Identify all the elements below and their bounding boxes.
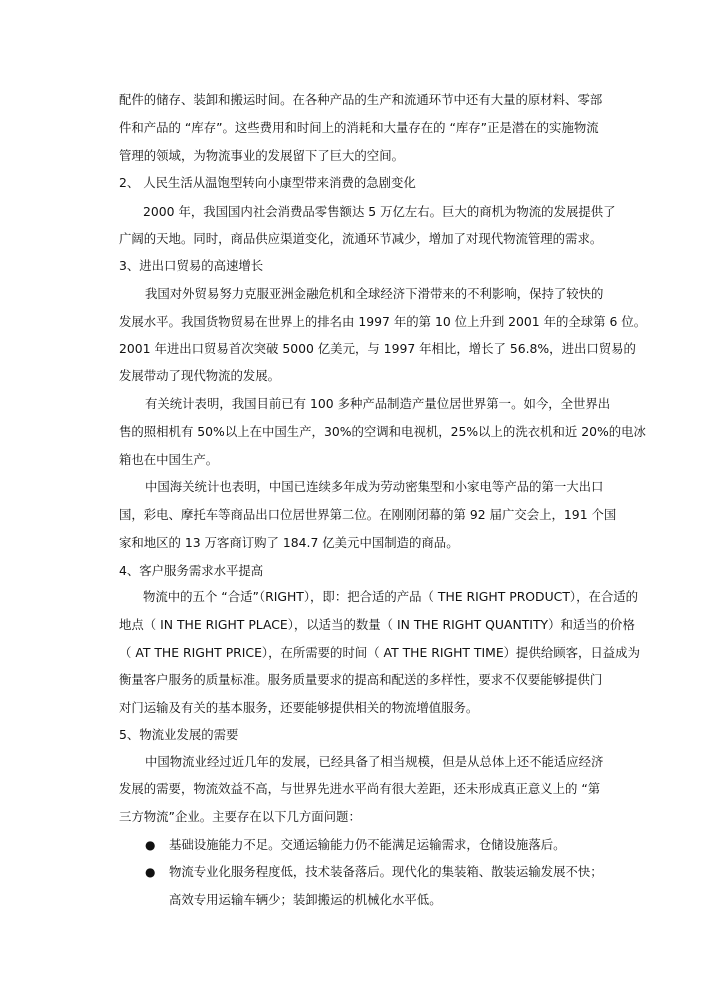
text-line: 2000 年，我国国内社会消费品零售额达 5 万亿左右。巨大的商机为物流的发展提供了	[143, 204, 616, 219]
text-line: 广阔的天地。同时，商品供应渠道变化，流通环节减少，增加了对现代物流管理的需求。	[119, 231, 603, 246]
bullet-item-continuation: 高效专用运输车辆少；装卸搬运的机械化水平低。	[169, 892, 442, 907]
text-line: 地点（ IN THE RIGHT PLACE），以适当的数量（ IN THE RIGHT QUANTITY）和适当的价格	[119, 617, 635, 632]
text-line: 物流中的五个 “合适”（RIGHT），即：把合适的产品（ THE RIGHT PRODUCT），在合适的	[143, 589, 639, 604]
bullet-icon: ●	[145, 838, 156, 852]
bullet-item: 物流专业化服务程度低，技术装备落后。现代化的集装箱、散装运输发展不快；	[169, 864, 603, 879]
section-heading-3: 3、进出口贸易的高速增长	[119, 258, 264, 273]
section-heading-5: 5、物流业发展的需要	[119, 727, 239, 742]
section-heading-4: 4、客户服务需求水平提高	[119, 563, 264, 578]
text-line: 我国对外贸易努力克服亚洲金融危机和全球经济下滑带来的不利影响，保持了较快的	[145, 286, 604, 301]
text-line: 有关统计表明，我国目前已有 100 多种产品制造产量位居世界第一。如今，全世界出	[145, 396, 611, 411]
text-line: 件和产品的 “库存”。这些费用和时间上的消耗和大量存在的 “库存”正是潜在的实施物流	[119, 120, 599, 135]
text-line: 衡量客户服务的质量标准。服务质量要求的提高和配送的多样性，要求不仅要能够提供门	[119, 672, 603, 687]
text-line: 国，彩电、摩托车等商品出口位居世界第二位。在刚刚闭幕的第 92 届广交会上，191 个国	[119, 507, 617, 522]
bullet-item: 基础设施能力不足。交通运输能力仍不能满足运输需求，仓储设施落后。	[169, 837, 566, 852]
text-line: 发展带动了现代物流的发展。	[119, 368, 281, 383]
text-line: 中国物流业经过近几年的发展，已经具备了相当规模，但是从总体上还不能适应经济	[145, 754, 604, 769]
text-line: 售的照相机有 50%以上在中国生产，30%的空调和电视机，25%以上的洗衣机和近 20%的电冰	[119, 424, 646, 439]
text-line: 三方物流”企业。主要存在以下几方面问题：	[119, 809, 361, 824]
section-heading-2: 2、 人民生活从温饱型转向小康型带来消费的急剧变化	[119, 175, 416, 190]
bullet-icon: ●	[145, 865, 156, 879]
text-line: 家和地区的 13 万客商订购了 184.7 亿美元中国制造的商品。	[119, 535, 459, 550]
text-line: 中国海关统计也表明，中国已连续多年成为劳动密集型和小家电等产品的第一大出口	[145, 479, 604, 494]
text-line: （ AT THE RIGHT PRICE），在所需要的时间（ AT THE RIGHT TIME）提供给顾客，日益成为	[119, 645, 640, 660]
text-line: 发展的需要，物流效益不高，与世界先进水平尚有很大差距，还未形成真正意义上的 “第	[119, 781, 601, 796]
text-line: 2001 年进出口贸易首次突破 5000 亿美元，与 1997 年相比，增长了 56.8%，进出口贸易的	[119, 341, 636, 356]
text-line: 管理的领域，为物流事业的发展留下了巨大的空间。	[119, 148, 404, 163]
text-line: 发展水平。我国货物贸易在世界上的排名由 1997 年的第 10 位上升到 2001 年的全球第 6 位。	[119, 314, 647, 329]
text-line: 箱也在中国生产。	[119, 452, 219, 467]
text-line: 配件的储存、装卸和搬运时间。在各种产品的生产和流通环节中还有大量的原材料、零部	[119, 92, 603, 107]
text-line: 对门运输及有关的基本服务，还要能够提供相关的物流增值服务。	[119, 700, 479, 715]
